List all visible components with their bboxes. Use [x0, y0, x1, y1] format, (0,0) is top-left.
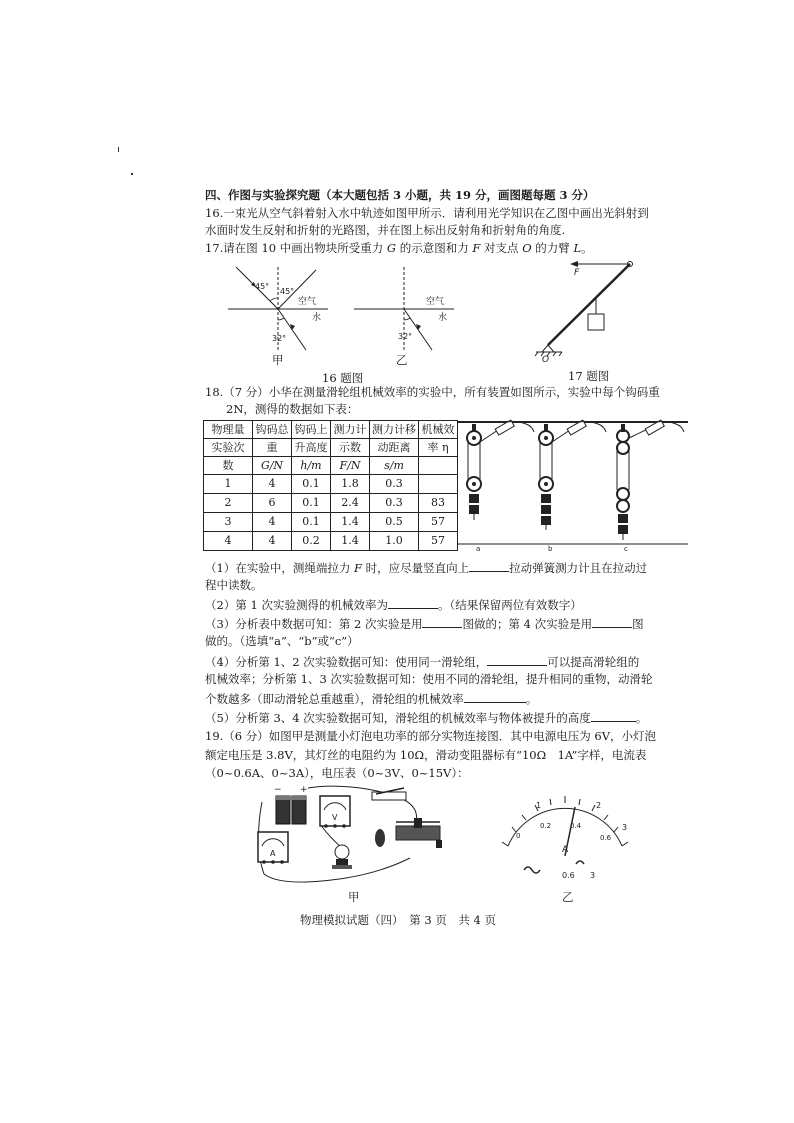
answer-blank[interactable] [591, 709, 636, 722]
pulley-label-a: a [476, 545, 481, 552]
scale-label: 0.6 [600, 834, 612, 842]
svg-text:V: V [332, 813, 338, 822]
fig16-caption: 16 题图 [322, 371, 364, 385]
figure-16-jia [220, 262, 330, 362]
answer-blank[interactable] [469, 559, 509, 572]
switch [372, 788, 406, 800]
pulley-system-b [539, 420, 606, 530]
table-row: 3 4 0.1 1.4 0.5 57 [204, 513, 458, 532]
angle-reflect-label: 45° [280, 287, 295, 296]
svg-text:+: + [300, 785, 308, 795]
q18-sub1: （1）在实验中，测绳端拉力 F 时，应尽量竖直向上 拉动弹簧测力计且在拉动过 [205, 561, 648, 575]
scan-speck [131, 173, 133, 175]
circuit-figure [250, 782, 466, 892]
force-label: F [574, 268, 580, 278]
scale-label: 1 [536, 801, 542, 810]
pivot-label: O [542, 355, 550, 363]
answer-blank[interactable] [388, 596, 438, 609]
q16-line1: 16.一束光从空气斜着射入水中轨迹如图甲所示．请利用光学知识在乙图中画出光斜射到 [205, 206, 649, 220]
scale-label: 2 [596, 801, 602, 810]
table-row: 4 4 0.2 1.4 1.0 57 [204, 532, 458, 551]
answer-blank[interactable] [487, 653, 547, 666]
terminal-label: 3 [590, 871, 596, 880]
q18-sub2: （2）第 1 次实验测得的机械效率为 。（结果保留两位有效数字） [205, 598, 582, 612]
svg-text:−: − [274, 785, 282, 795]
figure-16-yi [348, 262, 460, 362]
circuit-label-jia: 甲 [348, 890, 360, 904]
figure-17 [530, 258, 640, 363]
q18-sub3-cont: 做的。（选填“a”、“b”或“c”） [205, 634, 359, 648]
pulley-system-a [467, 420, 534, 520]
q18-line1: 18.（7 分）小华在测量滑轮组机械效率的实验中，所有装置如图所示，实验中每个钩码重 [205, 385, 660, 399]
scan-speck [118, 147, 119, 152]
rheostat [375, 818, 442, 848]
q18-sub4-cont1: 机械效率；分析第 1、3 次实验数据可知：使用不同的滑轮组，提升相同的重物，动滑轮 [205, 672, 653, 686]
table-header-row: 数 G/N h/m F/N s/m [204, 457, 458, 475]
ammeter-dial [496, 792, 634, 884]
air-label: 空气 [426, 297, 445, 307]
water-label: 水 [312, 313, 322, 323]
fig16-label-yi: 乙 [396, 353, 408, 367]
q18-line2: 2N，测得的数据如下表： [226, 402, 359, 416]
dial-label-yi: 乙 [562, 890, 574, 904]
table-row: 1 4 0.1 1.8 0.3 [204, 475, 458, 494]
q18-data-table [203, 420, 458, 551]
answer-blank[interactable] [464, 690, 526, 703]
fig16-label-jia: 甲 [272, 353, 284, 367]
q16-line2: 水面时发生反射和折射的光路图，并在图上标出反射角和折射角的角度. [205, 223, 566, 237]
page-footer: 物理模拟试题（四） 第 3 页 共 4 页 [300, 913, 497, 927]
q19-line3: （0~0.6A、0~3A），电压表（0~3V、0~15V）： [205, 766, 469, 780]
fig17-caption: 17 题图 [568, 369, 610, 383]
answer-blank[interactable] [422, 615, 462, 628]
section-title: 四、作图与实验探究题（本大题包括 3 小题，共 19 分，画图题每题 3 分） [205, 188, 595, 202]
q18-sub5: （5）分析第 3、4 次实验数据可知，滑轮组的机械效率与物体被提升的高度 。 [205, 711, 648, 725]
battery [274, 785, 308, 824]
pulley-label-c: c [624, 545, 628, 552]
angle-refract-label: 32° [398, 332, 413, 341]
voltmeter [320, 796, 350, 828]
pulley-system-c [617, 420, 684, 540]
scale-label: 3 [622, 823, 628, 832]
scale-label: 0.4 [570, 822, 582, 830]
pulley-label-b: b [548, 545, 553, 552]
q18-sub4-cont2: 个数越多（即动滑轮总重越重），滑轮组的机械效率 。 [205, 692, 538, 706]
ammeter [258, 832, 288, 864]
table-row: 2 6 0.1 2.4 0.3 83 [204, 494, 458, 513]
answer-blank[interactable] [592, 615, 632, 628]
angle-refract-label: 32° [272, 334, 287, 343]
svg-text:A: A [562, 845, 569, 855]
pulley-systems-figure [458, 418, 690, 552]
table-header-row: 物理量 钩码总 钩码上 测力计 测力计移 机械效 [204, 421, 458, 439]
scale-label: 0 [516, 832, 521, 840]
q18-sub4: （4）分析第 1、2 次实验数据可知：使用同一滑轮组， 可以提高滑轮组的 [205, 655, 640, 669]
scale-label: 0.2 [540, 822, 552, 830]
air-label: 空气 [298, 297, 317, 307]
q18-sub3: （3）分析表中数据可知：第 2 次实验是用 图做的；第 4 次实验是用 图 [205, 617, 644, 631]
table-header-row: 实验次 重 升高度 示数 动距离 率 η [204, 439, 458, 457]
terminal-label: 0.6 [562, 871, 575, 880]
angle-incident-label: 45° [255, 282, 270, 291]
water-label: 水 [438, 313, 448, 323]
q19-line2: 额定电压是 3.8V，其灯丝的电阻约为 10Ω，滑动变阻器标有“10Ω 1A”字样，电流表 [205, 748, 647, 762]
q19-line1: 19.（6 分）如图甲是测量小灯泡电功率的部分实物连接图．其中电源电压为 6V，小灯泡 [205, 729, 657, 743]
q17-text: 17.请在图 10 中画出物块所受重力 G 的示意图和力 F 对支点 O 的力臂 L。 [205, 241, 593, 255]
svg-text:A: A [270, 849, 276, 858]
q18-sub1-cont: 程中读数。 [205, 578, 263, 592]
bulb [332, 845, 352, 869]
